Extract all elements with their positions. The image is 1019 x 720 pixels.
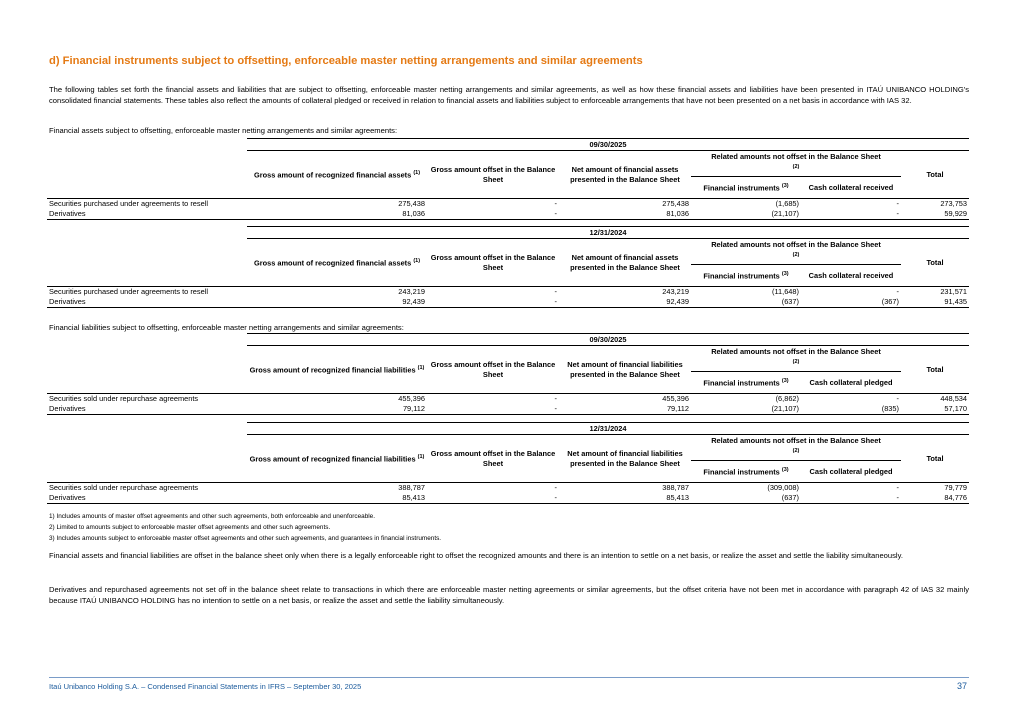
- offset-cell: -: [427, 404, 559, 415]
- financial-instruments-header: Financial instruments $^{(3)}$: [703, 183, 789, 193]
- net-amount-header: Net amount of financial liabilities presented in the Balance Sheet: [567, 448, 683, 468]
- offset-cell: -: [427, 493, 559, 504]
- gross-cell: 243,219: [247, 287, 427, 298]
- financial-instruments-header: Financial instruments $^{(3)}$: [703, 467, 789, 477]
- footer-divider: [49, 677, 969, 678]
- gross-amount-header: Gross amount of recognized financial liabilities $^{(1)}$: [249, 365, 425, 375]
- row-label: Securities sold under repurchase agreements: [47, 394, 247, 405]
- intro-paragraph: The following tables set forth the financial assets and liabilities that are subject to offsetting, enforceable master netting arrangements and similar agreements, as well as how these financial assets and liabilities have been presented in ITAÚ UNIBANCO HOLDING's consolidated financial statements. These tables also reflect the amounts of collateral pledged or received in relation to financial assets and liabilities subject to enforceable arrangements that have not been presented on a net basis in accordance with IAS 32.: [49, 85, 969, 105]
- table-row: [47, 287, 969, 298]
- net-cell: 92,439: [559, 297, 691, 308]
- row-label: Derivatives: [47, 209, 247, 220]
- gross-amount-header: Gross amount of recognized financial assets $^{(1)}$: [253, 170, 421, 180]
- financial-instruments-cell: (637): [691, 493, 801, 504]
- offset-header: Gross amount offset in the Balance Sheet: [430, 252, 556, 272]
- assets-table-2025: [47, 138, 969, 220]
- related-amounts-header: Related amounts not offset in the Balance Sheet $^{(2)}$: [691, 435, 901, 461]
- footnote-1: 1) Includes amounts of master offset agreements and other such agreements, both enforceable and unenforceable.: [49, 513, 376, 520]
- cash-collateral-header: Cash collateral received: [808, 270, 894, 280]
- offset-cell: -: [427, 297, 559, 308]
- assets-table-2024: [47, 226, 969, 308]
- total-header: Total: [926, 169, 944, 179]
- offset-cell: -: [427, 394, 559, 405]
- financial-instruments-header: Financial instruments $^{(3)}$: [703, 378, 789, 388]
- cash-collateral-header: Cash collateral pledged: [809, 466, 893, 476]
- cash-collateral-cell: (835): [801, 404, 901, 415]
- related-amounts-header: Related amounts not offset in the Balance Sheet $^{(2)}$: [691, 346, 901, 372]
- financial-instruments-cell: (637): [691, 297, 801, 308]
- period-date: 09/30/2025: [247, 334, 969, 346]
- cash-collateral-cell: -: [801, 483, 901, 494]
- related-amounts-header: Related amounts not offset in the Balance Sheet $^{(2)}$: [691, 151, 901, 177]
- net-cell: 81,036: [559, 209, 691, 220]
- offset-header: Gross amount offset in the Balance Sheet: [430, 359, 556, 379]
- net-amount-header: Net amount of financial liabilities presented in the Balance Sheet: [567, 359, 683, 379]
- offset-header: Gross amount offset in the Balance Sheet: [430, 448, 556, 468]
- total-cell: 91,435: [901, 297, 969, 308]
- gross-cell: 92,439: [247, 297, 427, 308]
- row-label: Securities sold under repurchase agreements: [47, 483, 247, 494]
- net-amount-header: Net amount of financial assets presented in the Balance Sheet: [570, 252, 680, 272]
- table-row: [47, 297, 969, 308]
- total-cell: 84,776: [901, 493, 969, 504]
- table-row: [47, 199, 969, 210]
- offset-cell: -: [427, 287, 559, 298]
- total-header: Total: [926, 453, 944, 463]
- gross-cell: 455,396: [247, 394, 427, 405]
- gross-cell: 81,036: [247, 209, 427, 220]
- offset-header: Gross amount offset in the Balance Sheet: [430, 164, 556, 184]
- net-cell: 85,413: [559, 493, 691, 504]
- net-cell: 388,787: [559, 483, 691, 494]
- table-row: [47, 394, 969, 405]
- liabilities-table-2025: [47, 333, 969, 415]
- cash-collateral-cell: -: [801, 199, 901, 210]
- net-cell: 275,438: [559, 199, 691, 210]
- row-label: Derivatives: [47, 493, 247, 504]
- footnote-3: 3) Includes amounts subject to enforceable master offset agreements and other such agreements, and guarantees in financial instruments.: [49, 535, 442, 543]
- financial-instruments-cell: (21,107): [691, 209, 801, 220]
- total-cell: 231,571: [901, 287, 969, 298]
- financial-instruments-cell: (309,008): [691, 483, 801, 494]
- total-cell: 273,753: [901, 199, 969, 210]
- gross-cell: 388,787: [247, 483, 427, 494]
- footer-text: Itaú Unibanco Holding S.A. – Condensed Financial Statements in IFRS – September 30, 2025: [49, 682, 362, 691]
- row-label: Derivatives: [47, 404, 247, 415]
- page-number: 37: [956, 681, 967, 691]
- net-cell: 243,219: [559, 287, 691, 298]
- gross-amount-header: Gross amount of recognized financial assets $^{(1)}$: [253, 258, 421, 268]
- financial-instruments-header: Financial instruments $^{(3)}$: [703, 271, 789, 281]
- total-cell: 59,929: [901, 209, 969, 220]
- period-date: 12/31/2024: [247, 227, 969, 239]
- offset-paragraph: Financial assets and financial liabilities are offset in the balance sheet only when there is a legally enforceable right to offset the recognized amounts and there is an intention to settle on a net basis, or realize the asset and settle the liability simultaneously.: [49, 551, 903, 560]
- row-label: Securities purchased under agreements to resell: [47, 199, 247, 210]
- total-cell: 57,170: [901, 404, 969, 415]
- net-cell: 79,112: [559, 404, 691, 415]
- offset-cell: -: [427, 483, 559, 494]
- gross-cell: 275,438: [247, 199, 427, 210]
- cash-collateral-cell: (367): [801, 297, 901, 308]
- derivatives-paragraph: Derivatives and repurchased agreements not set off in the balance sheet relate to transactions in which there are enforceable master netting agreements or similar agreements, but the offset criteria have not been met in accordance with paragraph 42 of IAS 32 mainly because ITAÚ UNIBANCO HOLDING has no intention to settle on a net basis, or realize the asset and settle the liability simultaneously.: [49, 585, 969, 606]
- net-amount-header: Net amount of financial assets presented in the Balance Sheet: [570, 164, 680, 184]
- total-cell: 79,779: [901, 483, 969, 494]
- financial-instruments-cell: (1,685): [691, 199, 801, 210]
- financial-instruments-cell: (21,107): [691, 404, 801, 415]
- cash-collateral-cell: -: [801, 394, 901, 405]
- cash-collateral-header: Cash collateral received: [808, 182, 894, 192]
- section-title: d) Financial instruments subject to offsetting, enforceable master netting arrangements and similar agreements: [49, 55, 643, 67]
- table-row: [47, 493, 969, 504]
- row-label: Securities purchased under agreements to resell: [47, 287, 247, 298]
- total-cell: 448,534: [901, 394, 969, 405]
- cash-collateral-cell: -: [801, 493, 901, 504]
- total-header: Total: [926, 364, 944, 374]
- cash-collateral-cell: -: [801, 209, 901, 220]
- gross-cell: 85,413: [247, 493, 427, 504]
- period-date: 12/31/2024: [247, 423, 969, 435]
- table-row: [47, 209, 969, 220]
- table-row: [47, 404, 969, 415]
- table-row: [47, 483, 969, 494]
- financial-instruments-cell: (6,862): [691, 394, 801, 405]
- footnote-2: 2) Limited to amounts subject to enforceable master offset agreements and other such agreements.: [49, 524, 331, 532]
- liabilities-table-2024: [47, 422, 969, 504]
- period-date: 09/30/2025: [247, 139, 969, 151]
- cash-collateral-cell: -: [801, 287, 901, 298]
- financial-instruments-cell: (11,648): [691, 287, 801, 298]
- gross-amount-header: Gross amount of recognized financial liabilities $^{(1)}$: [249, 454, 425, 464]
- related-amounts-header: Related amounts not offset in the Balance Sheet $^{(2)}$: [691, 239, 901, 265]
- gross-cell: 79,112: [247, 404, 427, 415]
- cash-collateral-header: Cash collateral pledged: [809, 377, 893, 387]
- assets-caption: Financial assets subject to offsetting, enforceable master netting arrangements and similar agreements:: [49, 126, 398, 135]
- liabilities-caption: Financial liabilities subject to offsetting, enforceable master netting arrangements and similar agreements:: [49, 323, 404, 332]
- total-header: Total: [926, 257, 944, 267]
- offset-cell: -: [427, 209, 559, 220]
- footnotes: [49, 511, 441, 545]
- net-cell: 455,396: [559, 394, 691, 405]
- offset-cell: -: [427, 199, 559, 210]
- row-label: Derivatives: [47, 297, 247, 308]
